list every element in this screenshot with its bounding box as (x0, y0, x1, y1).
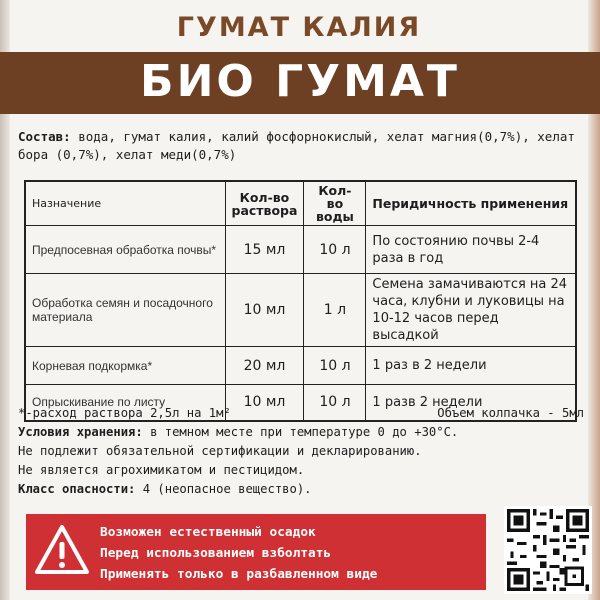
composition-label: Состав: (18, 129, 71, 144)
warning-line: Перед использованием взболтать (100, 546, 332, 561)
hazard-label: Класс опасности: (18, 482, 136, 496)
header-purpose: Назначение (25, 181, 225, 226)
warning-line: Применять только в разбавленном виде (100, 567, 378, 582)
row-frequency: Семена замачиваются на 24 часа, клубни и луковицы на 10-12 часов перед высадкой (366, 274, 576, 347)
row-purpose: Корневая подкормка* (25, 347, 225, 385)
row-purpose: Предпосевная обработка почвы* (25, 226, 225, 274)
product-subtitle: ГУМАТ КАЛИЯ (176, 12, 422, 43)
composition-text: вода, гумат калия, калий фосфорнокислый, хелат магния(0,7%), хелат бора (0,7%), хелат меди(0,7%) (18, 129, 575, 162)
row-water: 10 л (304, 226, 366, 274)
qr-code-icon (507, 509, 589, 591)
notes-row-consumption (18, 404, 584, 423)
warning-box (26, 514, 486, 590)
table-header-row (25, 181, 576, 226)
row-frequency: 1 разв 2 недели (366, 385, 576, 421)
storage-label: Условия хранения: (18, 425, 143, 439)
title-band (0, 52, 600, 114)
product-label (10, 0, 588, 600)
row-solution: 15 мл (225, 226, 304, 274)
row-water: 1 л (304, 274, 366, 347)
row-frequency: По состоянию почвы 2-4 раза в год (366, 226, 576, 274)
notes (18, 404, 584, 499)
row-solution: 10 мл (225, 385, 304, 421)
table-row (25, 226, 576, 274)
warning-line: Возможен естественный осадок (100, 525, 316, 540)
qr-code (504, 506, 592, 594)
product-title: БИО ГУМАТ (140, 56, 460, 107)
header-solution: Кол-во раствора (225, 181, 304, 226)
header-water: Кол-во воды (304, 181, 366, 226)
row-solution: 10 мл (225, 274, 304, 347)
row-purpose: Опрыскивание по листу (25, 385, 225, 421)
usage-table (24, 180, 577, 422)
header-frequency: Перидичность применения (366, 181, 576, 226)
table-row (25, 274, 576, 347)
certification-note: Не подлежит обязательной сертификации и декларированию. (18, 444, 422, 458)
cap-volume: Объем колпачка - 5мл (437, 406, 584, 420)
row-solution: 20 мл (225, 347, 304, 385)
footnote-consumption: *-расход раствора 2,5л на 1м² (18, 406, 231, 420)
hazard-class (18, 480, 584, 499)
composition (18, 128, 578, 164)
table-row (25, 347, 576, 385)
row-water: 10 л (304, 385, 366, 421)
row-frequency: 1 раз в 2 недели (366, 347, 576, 385)
agrochemical-note: Не является агрохимикатом и пестицидом. (18, 463, 305, 477)
row-purpose: Обработка семян и посадочного материала (25, 274, 225, 347)
storage-conditions (18, 423, 584, 442)
storage-text: в темном месте при температуре 0 до +30°С. (142, 425, 459, 439)
row-water: 10 л (304, 347, 366, 385)
hazard-text: 4 (неопасное вещество). (135, 482, 312, 496)
warning-lines (100, 522, 377, 585)
warning-triangle-icon (34, 522, 90, 578)
